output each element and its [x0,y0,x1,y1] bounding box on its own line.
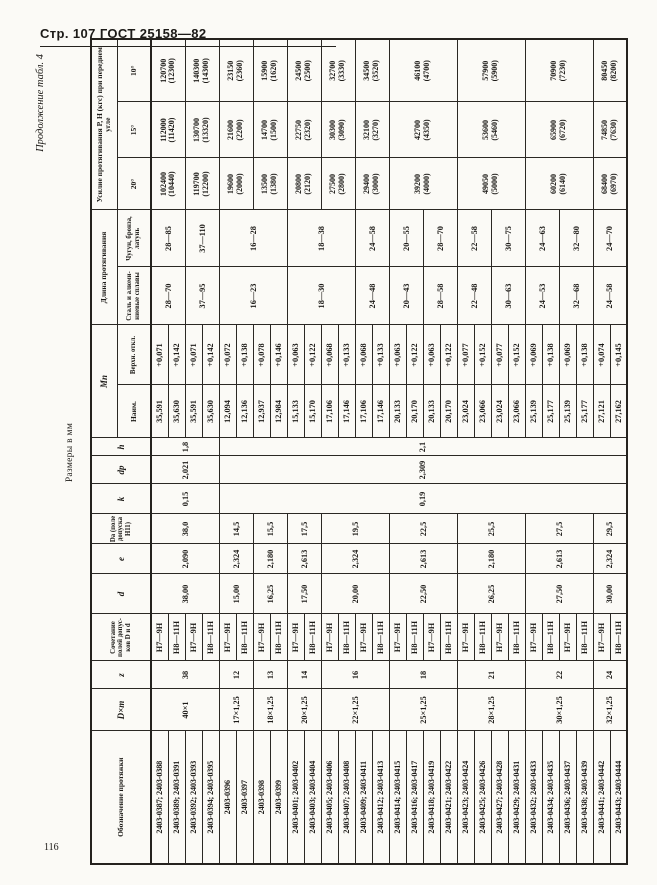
z-cell: 18 [389,661,457,689]
tolerance-cell: Н7—9Н [525,614,542,661]
force-p10-cell: 24500 (2500) [287,39,321,102]
mp-dev-cell: +0,152 [508,325,525,385]
designation-cell: 2403-0399 [270,731,287,864]
col-header-dp: dр [91,456,151,484]
length-steel-cell: 24—53 [525,267,559,325]
col-header-z: z [91,661,151,689]
e-cell: 2,324 [321,544,389,574]
tolerance-cell: Н7—9Н [185,614,202,661]
z-cell: 14 [287,661,321,689]
mp-min-cell: 12,984 [270,385,287,438]
force-p15-cell: 32100 (3270) [355,102,389,158]
mp-dev-cell: +0,069 [559,325,576,385]
mp-min-cell: 20,133 [389,385,406,438]
designation-cell: 2403-0403; 2403-0404 [304,731,321,864]
h-cell: 1,8 [151,438,219,456]
designation-cell: 2403-0389; 2403-0391 [168,731,185,864]
d-cell: 38,00 [151,574,219,614]
designation-cell: 2403-0436; 2403-0437 [559,731,576,864]
length-steel-cell: 24—48 [355,267,389,325]
designation-cell: 2403-0405; 2403-0406 [321,731,338,864]
table-body [151,39,627,864]
mp-dev-cell: +0,068 [321,325,338,385]
mp-min-cell: 20,170 [440,385,457,438]
mp-min-cell: 20,133 [423,385,440,438]
mp-min-cell: 25,177 [576,385,593,438]
mp-dev-cell: +0,122 [406,325,423,385]
d-cell: 20,00 [321,574,389,614]
tolerance-cell: Н8—11Н [406,614,423,661]
mp-min-cell: 17,146 [338,385,355,438]
designation-cell: 2403-0416; 2403-0417 [406,731,423,864]
mp-min-cell: 35,630 [202,385,219,438]
designation-cell: 2403-0397 [236,731,253,864]
da-cell: 19,5 [321,514,389,544]
dp-cell: 2,309 [219,456,627,484]
force-p15-cell: 22750 (2320) [287,102,321,158]
mp-min-cell: 20,170 [406,385,423,438]
force-p10-cell: 140300 (14300) [185,39,219,102]
force-p15-cell: 74850 (7630) [593,102,627,158]
col-header-length-iron: Чугун, бронза, латунь [117,210,151,267]
force-p15-cell: 53600 (5460) [457,102,525,158]
length-steel-cell: 24—58 [593,267,627,325]
force-p20-cell: 60200 (6140) [525,158,593,210]
tolerance-cell: Н8—11Н [168,614,185,661]
designation-cell: 2403-0427; 2403-0428 [491,731,508,864]
length-steel-cell: 28—70 [151,267,185,325]
col-header-length-steel: Сталь и алюминиевые сплавы [117,267,151,325]
da-cell: 25,5 [457,514,525,544]
length-steel-cell: 32—68 [559,267,593,325]
length-iron-cell: 24—63 [525,210,559,267]
size-cell: 22×1,25 [321,689,389,731]
col-header-e: e [91,544,151,574]
z-cell: 38 [151,661,219,689]
designation-cell: 2403-0394; 2403-0395 [202,731,219,864]
designation-cell: 2403-0401; 2403-0402 [287,731,304,864]
designation-cell: 2403-0418; 2403-0419 [423,731,440,864]
tolerance-cell: Н7—9Н [593,614,610,661]
col-header-mp-min: Наим. [117,385,151,438]
mp-dev-cell: +0,077 [457,325,474,385]
designation-cell: 2403-0441; 2403-0442 [593,731,610,864]
col-header-k: k [91,484,151,514]
e-cell: 2,090 [151,544,219,574]
length-iron-cell: 28—85 [151,210,185,267]
z-cell: 13 [253,661,287,689]
tolerance-cell: Н8—11Н [542,614,559,661]
length-iron-cell: 24—58 [355,210,389,267]
mp-dev-cell: +0,122 [440,325,457,385]
force-p15-cell: 14700 (1500) [253,102,287,158]
mp-min-cell: 17,106 [321,385,338,438]
col-header-force-15: 15° [117,102,151,158]
mp-dev-cell: +0,071 [151,325,168,385]
force-p10-cell: 46100 (4700) [389,39,457,102]
data-table [90,38,628,865]
length-steel-cell: 18—30 [287,267,355,325]
da-cell: 27,5 [525,514,593,544]
mp-min-cell: 12,094 [219,385,236,438]
force-p20-cell: 49050 (5000) [457,158,525,210]
mp-dev-cell: +0,138 [236,325,253,385]
mp-dev-cell: +0,077 [491,325,508,385]
tolerance-cell: Н7—9Н [457,614,474,661]
force-p20-cell: 102400 (10440) [151,158,185,210]
mp-min-cell: 25,139 [525,385,542,438]
tolerance-cell: Н8—11Н [202,614,219,661]
tolerance-cell: Н7—9Н [423,614,440,661]
col-header-force: Усилие протягивания Р, Н (кгс) при переднем угле [91,39,117,210]
rotated-table-block [35,40,627,865]
length-iron-cell: 28—70 [423,210,457,267]
mp-dev-cell: +0,122 [304,325,321,385]
col-header-tolerance: Сочетание полей допусков D и d [91,614,151,661]
mp-min-cell: 27,121 [593,385,610,438]
tolerance-cell: Н8—11Н [338,614,355,661]
d-cell: 22,50 [389,574,457,614]
force-p20-cell: 39200 (4000) [389,158,457,210]
tolerance-cell: Н8—11Н [440,614,457,661]
da-cell: 15,5 [253,514,287,544]
z-cell: 16 [321,661,389,689]
mp-min-cell: 23,066 [474,385,491,438]
size-cell: 20×1,25 [287,689,321,731]
units-caption: Размеры в мм [65,422,75,483]
z-cell: 21 [457,661,525,689]
tolerance-cell: Н8—11Н [236,614,253,661]
force-p20-cell: 119700 (12200) [185,158,219,210]
e-cell: 2,180 [457,544,525,574]
tolerance-cell: Н8—11Н [576,614,593,661]
tolerance-cell: Н7—9Н [253,614,270,661]
length-steel-cell: 30—63 [491,267,525,325]
z-cell: 12 [219,661,253,689]
mp-dev-cell: +0,069 [525,325,542,385]
mp-dev-cell: +0,072 [219,325,236,385]
size-cell: 17×1,25 [219,689,253,731]
da-cell: 29,5 [593,514,627,544]
h-cell: 2,1 [219,438,627,456]
force-p15-cell: 42700 (4350) [389,102,457,158]
table-row [151,39,168,864]
size-cell: 18×1,25 [253,689,287,731]
length-steel-cell: 16—23 [219,267,287,325]
force-p10-cell: 15900 (1620) [253,39,287,102]
mp-dev-cell: +0,063 [287,325,304,385]
designation-cell: 2403-0438; 2403-0439 [576,731,593,864]
force-p20-cell: 27500 (2800) [321,158,355,210]
mp-dev-cell: +0,071 [185,325,202,385]
designation-cell: 2403-0409; 2403-0411 [355,731,372,864]
tolerance-cell: Н7—9Н [219,614,236,661]
mp-min-cell: 15,170 [304,385,321,438]
mp-dev-cell: +0,142 [168,325,185,385]
mp-dev-cell: +0,142 [202,325,219,385]
tolerance-cell: Н7—9Н [559,614,576,661]
mp-dev-cell: +0,138 [576,325,593,385]
designation-cell: 2403-0412; 2403-0413 [372,731,389,864]
mp-min-cell: 12,136 [236,385,253,438]
mp-min-cell: 35,630 [168,385,185,438]
z-cell: 24 [593,661,627,689]
length-steel-cell: 37—95 [185,267,219,325]
tolerance-cell: Н8—11Н [270,614,287,661]
mp-dev-cell: +0,063 [423,325,440,385]
force-p20-cell: 20800 (2120) [287,158,321,210]
table-row [219,39,236,864]
tolerance-cell: Н8—11Н [304,614,321,661]
designation-cell: 2403-0443; 2403-0444 [610,731,627,864]
mp-dev-cell: +0,133 [372,325,389,385]
page-number: 116 [44,842,59,853]
col-header-da: Dа (поле допуска Н11) [91,514,151,544]
length-iron-cell: 32—80 [559,210,593,267]
da-cell: 14,5 [219,514,253,544]
e-cell: 2,324 [219,544,253,574]
force-p10-cell: 120700 (12300) [151,39,185,102]
tolerance-cell: Н8—11Н [474,614,491,661]
force-p20-cell: 13500 (1380) [253,158,287,210]
designation-cell: 2403-0425; 2403-0426 [474,731,491,864]
da-cell: 22,5 [389,514,457,544]
col-header-force-10: 10° [117,39,151,102]
designation-cell: 2403-0421; 2403-0422 [440,731,457,864]
table-header [91,39,151,864]
d-cell: 27,50 [525,574,593,614]
mp-min-cell: 35,591 [185,385,202,438]
force-p10-cell: 34500 (3520) [355,39,389,102]
length-steel-cell: 28—58 [423,267,457,325]
designation-cell: 2403-0396 [219,731,236,864]
e-cell: 2,324 [593,544,627,574]
designation-cell: 2403-0392; 2403-0393 [185,731,202,864]
designation-cell: 2403-0432; 2403-0433 [525,731,542,864]
designation-cell: 2403-0414; 2403-0415 [389,731,406,864]
tolerance-cell: Н7—9Н [321,614,338,661]
mp-dev-cell: +0,138 [542,325,559,385]
length-iron-cell: 20—55 [389,210,423,267]
length-iron-cell: 24—70 [593,210,627,267]
mp-min-cell: 17,146 [372,385,389,438]
designation-cell: 2403-0423; 2403-0424 [457,731,474,864]
e-cell: 2,613 [287,544,321,574]
d-cell: 17,50 [287,574,321,614]
designation-cell: 2403-0398 [253,731,270,864]
force-p10-cell: 23150 (2360) [219,39,253,102]
force-p20-cell: 29400 (3000) [355,158,389,210]
mp-min-cell: 17,106 [355,385,372,438]
k-cell: 0,15 [151,484,219,514]
d-cell: 26,25 [457,574,525,614]
table-continuation-caption: Продолжение табл. 4 [35,54,46,152]
col-header-dxm: D×m [91,689,151,731]
force-p15-cell: 112000 (11420) [151,102,185,158]
force-p20-cell: 68400 (6970) [593,158,627,210]
mp-min-cell: 23,024 [491,385,508,438]
dp-cell: 2,021 [151,456,219,484]
tolerance-cell: Н7—9Н [355,614,372,661]
k-cell: 0,19 [219,484,627,514]
tolerance-cell: Н7—9Н [287,614,304,661]
size-cell: 40×1 [151,689,219,731]
force-p15-cell: 65900 (6720) [525,102,593,158]
length-steel-cell: 20—43 [389,267,423,325]
col-header-designation: Обозначение протяжки [91,731,151,864]
length-steel-cell: 22—48 [457,267,491,325]
mp-dev-cell: +0,063 [389,325,406,385]
force-p10-cell: 70900 (7230) [525,39,593,102]
e-cell: 2,613 [525,544,593,574]
mp-dev-cell: +0,068 [355,325,372,385]
force-p10-cell: 32700 (3330) [321,39,355,102]
tolerance-cell: Н8—11Н [508,614,525,661]
designation-cell: 2403-0387; 2403-0388 [151,731,168,864]
length-iron-cell: 18—38 [287,210,355,267]
tolerance-cell: Н7—9Н [151,614,168,661]
designation-cell: 2403-0434; 2403-0435 [542,731,559,864]
mp-min-cell: 25,177 [542,385,559,438]
designation-cell: 2403-0407; 2403-0408 [338,731,355,864]
tolerance-cell: Н7—9Н [389,614,406,661]
length-iron-cell: 16—28 [219,210,287,267]
mp-min-cell: 27,162 [610,385,627,438]
mp-dev-cell: +0,146 [270,325,287,385]
length-iron-cell: 30—75 [491,210,525,267]
force-p10-cell: 80450 (8200) [593,39,627,102]
tolerance-cell: Н7—9Н [491,614,508,661]
force-p15-cell: 21600 (2200) [219,102,253,158]
col-header-h: h [91,438,151,456]
mp-dev-cell: +0,133 [338,325,355,385]
col-header-force-20: 20° [117,158,151,210]
mp-min-cell: 35,591 [151,385,168,438]
e-cell: 2,613 [389,544,457,574]
col-header-mp-dev: Верхн. откл. [117,325,151,385]
mp-min-cell: 23,066 [508,385,525,438]
force-p10-cell: 57900 (5900) [457,39,525,102]
page-header: Стр. 107 ГОСТ 25158—82 [40,26,336,47]
col-header-mp: Мп [91,325,117,438]
mp-dev-cell: +0,074 [593,325,610,385]
col-header-length: Длина протягивания [91,210,117,325]
size-cell: 28×1,25 [457,689,525,731]
length-iron-cell: 22—58 [457,210,491,267]
size-cell: 32×1,25 [593,689,627,731]
mp-min-cell: 23,024 [457,385,474,438]
mp-dev-cell: +0,152 [474,325,491,385]
z-cell: 22 [525,661,593,689]
mp-min-cell: 12,937 [253,385,270,438]
d-cell: 16,25 [253,574,287,614]
designation-cell: 2403-0429; 2403-0431 [508,731,525,864]
length-iron-cell: 37—110 [185,210,219,267]
force-p15-cell: 30300 (3090) [321,102,355,158]
size-cell: 25×1,25 [389,689,457,731]
d-cell: 15,00 [219,574,253,614]
mp-min-cell: 25,139 [559,385,576,438]
tolerance-cell: Н8—11Н [610,614,627,661]
e-cell: 2,180 [253,544,287,574]
size-cell: 30×1,25 [525,689,593,731]
mp-dev-cell: +0,078 [253,325,270,385]
mp-dev-cell: +0,145 [610,325,627,385]
da-cell: 38,0 [151,514,219,544]
tolerance-cell: Н8—11Н [372,614,389,661]
da-cell: 17,5 [287,514,321,544]
mp-min-cell: 15,133 [287,385,304,438]
col-header-d: d [91,574,151,614]
d-cell: 30,00 [593,574,627,614]
force-p20-cell: 19600 (2000) [219,158,253,210]
force-p15-cell: 130700 (13320) [185,102,219,158]
